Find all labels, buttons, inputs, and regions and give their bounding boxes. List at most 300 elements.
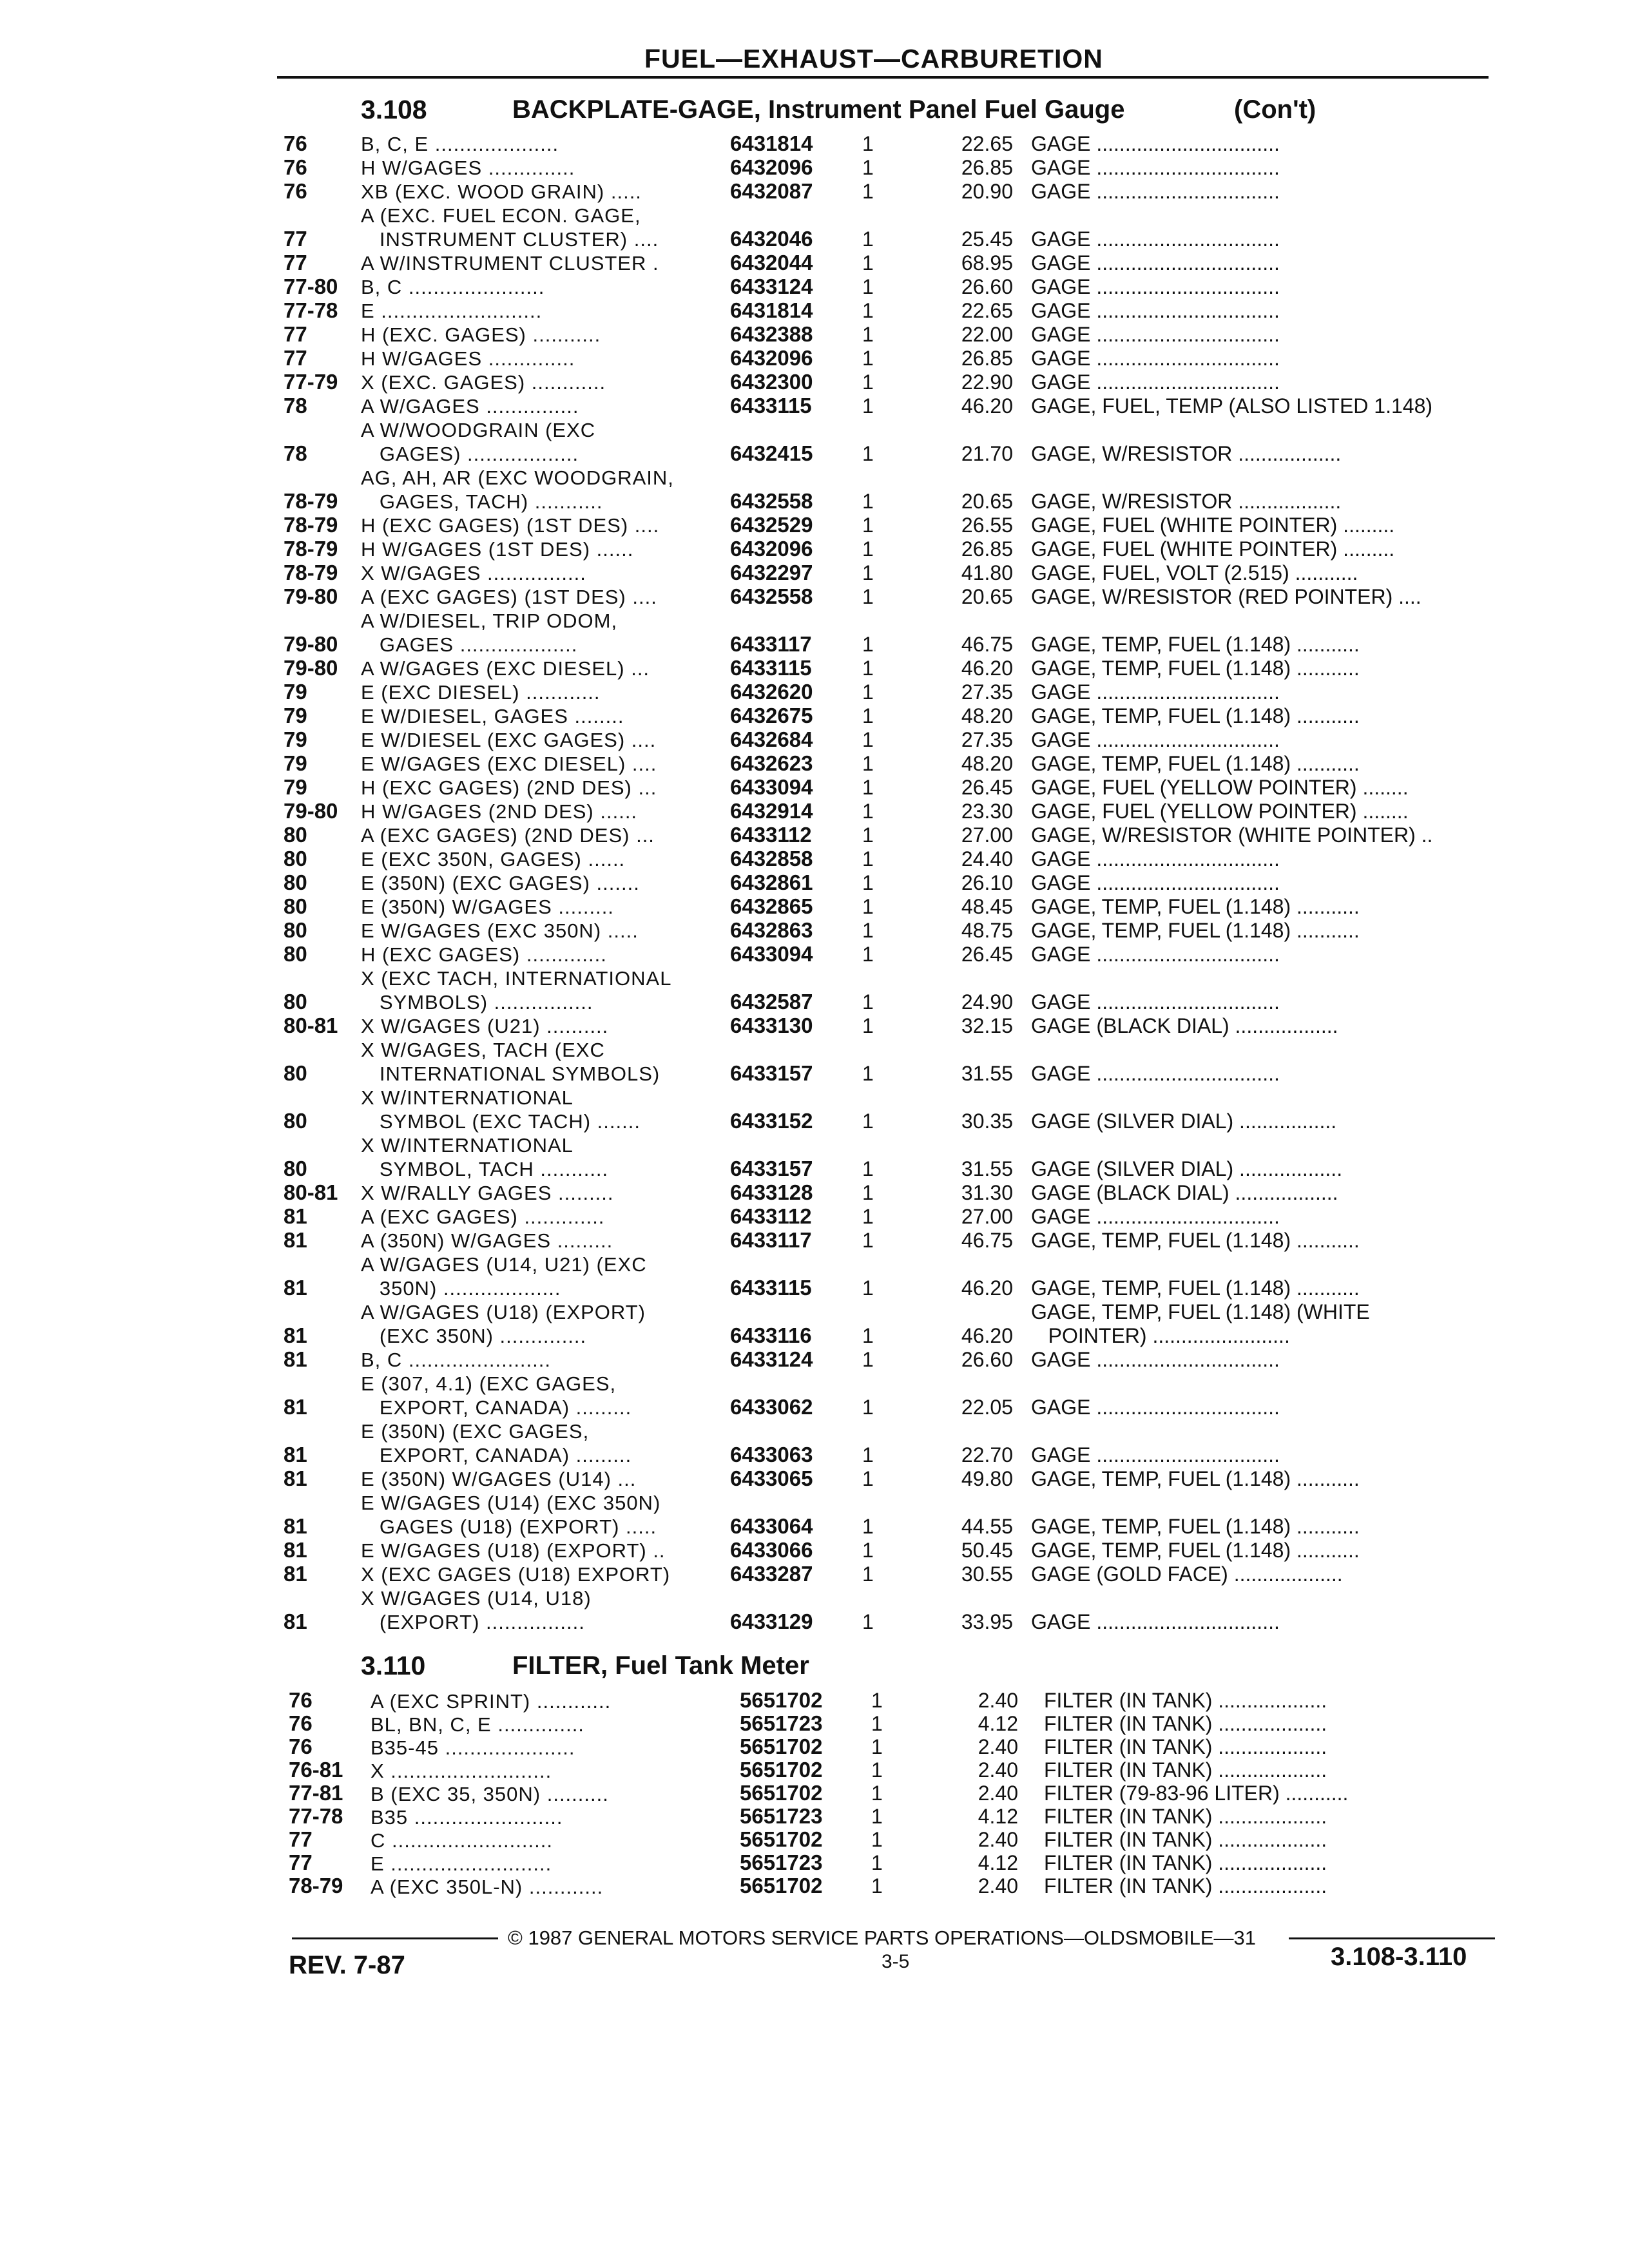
table-row (0, 847, 1629, 871)
model-year: 76 (284, 131, 307, 155)
part-description: GAGE, W/RESISTOR (RED POINTER) .... (1031, 585, 1422, 608)
part-description: GAGE ................................ (1031, 1348, 1280, 1371)
model-year: 81 (284, 1395, 307, 1419)
part-number: 6433124 (730, 274, 813, 298)
model-year: 77-79 (284, 370, 338, 394)
quantity: 1 (871, 1735, 883, 1758)
quantity: 1 (862, 299, 874, 322)
model-year: 81 (284, 1228, 307, 1252)
model-year: 80 (284, 918, 307, 942)
part-number: 6433128 (730, 1180, 813, 1204)
footer-rule-left (292, 1937, 498, 1939)
quantity: 1 (871, 1712, 883, 1735)
quantity: 1 (862, 1062, 874, 1085)
table-row (0, 418, 1629, 466)
price: 22.05 (961, 1396, 1013, 1419)
price: 4.12 (978, 1805, 1018, 1828)
table-row (0, 251, 1629, 275)
model-year: 77 (289, 1850, 313, 1874)
price: 49.80 (961, 1467, 1013, 1490)
quantity: 1 (862, 1229, 874, 1252)
table-row (0, 800, 1629, 823)
price: 23.30 (961, 800, 1013, 823)
part-number: 6433115 (730, 394, 812, 418)
model-application: A W/DIESEL, TRIP ODOM, GAGES ................... (361, 610, 618, 656)
model-year: 79-80 (284, 632, 338, 656)
price: 46.75 (961, 633, 1013, 656)
section-number: 3.108 (361, 95, 427, 124)
quantity: 1 (862, 800, 874, 823)
price: 31.55 (961, 1157, 1013, 1180)
part-number: 6431814 (730, 131, 813, 155)
model-year: 80 (284, 1061, 307, 1085)
part-description: FILTER (IN TANK) ................... (1044, 1712, 1327, 1735)
model-application: BL, BN, C, E .............. (371, 1713, 584, 1736)
part-number: 6432858 (730, 847, 813, 870)
quantity: 1 (862, 537, 874, 561)
price: 22.70 (961, 1443, 1013, 1466)
part-number: 6433115 (730, 1276, 812, 1300)
footer-page-number: 3-5 (882, 1951, 910, 1972)
model-application: A W/INSTRUMENT CLUSTER . (361, 252, 659, 274)
price: 25.45 (961, 227, 1013, 251)
table-row (0, 537, 1629, 561)
part-number: 6433094 (730, 942, 813, 966)
part-number: 6433063 (730, 1443, 813, 1466)
part-description: FILTER (IN TANK) ................... (1044, 1874, 1327, 1898)
table-row (0, 1229, 1629, 1253)
part-number: 6433066 (730, 1538, 813, 1562)
quantity: 1 (862, 347, 874, 370)
quantity: 1 (862, 394, 874, 418)
table-row (0, 156, 1629, 180)
model-year: 80 (284, 894, 307, 918)
quantity: 1 (862, 680, 874, 704)
price: 48.20 (961, 752, 1013, 775)
part-number: 6432914 (730, 799, 813, 823)
model-year: 79-80 (284, 799, 338, 823)
table-row (0, 1875, 1629, 1898)
part-description: GAGE ................................ (1031, 1610, 1280, 1633)
quantity: 1 (862, 156, 874, 179)
quantity: 1 (862, 585, 874, 608)
model-application: A W/GAGES (EXC DIESEL) ... (361, 657, 650, 680)
part-number: 6432684 (730, 727, 813, 751)
part-number: 6432415 (730, 441, 813, 465)
quantity: 1 (862, 251, 874, 274)
model-application: H W/GAGES .............. (361, 347, 575, 370)
model-application: B35-45 ..................... (371, 1736, 575, 1759)
model-year: 78-79 (284, 537, 338, 561)
model-application: X W/GAGES (U21) .......... (361, 1015, 609, 1037)
price: 41.80 (961, 561, 1013, 584)
quantity: 1 (871, 1758, 883, 1782)
price: 26.85 (961, 537, 1013, 561)
part-description: GAGE, TEMP, FUEL (1.148) (WHITE POINTER) ........................ (1031, 1300, 1370, 1347)
part-number: 6433287 (730, 1562, 813, 1586)
part-description: GAGE ................................ (1031, 1443, 1280, 1466)
part-description: GAGE, FUEL, VOLT (2.515) ........... (1031, 561, 1358, 584)
price: 26.60 (961, 275, 1013, 298)
model-year: 79-80 (284, 656, 338, 680)
part-description: GAGE, TEMP, FUEL (1.148) ........... (1031, 919, 1360, 942)
page-header: FUEL—EXHAUST—CARBURETION (644, 44, 1103, 73)
part-description: GAGE, FUEL (WHITE POINTER) ......... (1031, 514, 1395, 537)
price: 48.45 (961, 895, 1013, 918)
part-number: 6433112 (730, 1204, 812, 1228)
part-description: GAGE, FUEL (WHITE POINTER) ......... (1031, 537, 1395, 561)
quantity: 1 (862, 323, 874, 346)
table-row (0, 823, 1629, 847)
model-application: A (EXC GAGES) (2ND DES) ... (361, 824, 655, 847)
table-row (0, 561, 1629, 585)
model-application: A (350N) W/GAGES ......... (361, 1229, 613, 1252)
part-description: FILTER (IN TANK) ................... (1044, 1758, 1327, 1782)
model-application: B, C, E .................... (361, 133, 559, 155)
model-application: A W/GAGES (U14, U21) (EXC 350N) ................... (361, 1253, 647, 1300)
model-year: 76 (289, 1735, 313, 1758)
quantity: 1 (862, 490, 874, 513)
quantity: 1 (862, 275, 874, 298)
model-year: 81 (284, 1443, 307, 1466)
model-year: 78 (284, 394, 307, 418)
part-description: GAGE ................................ (1031, 251, 1280, 274)
quantity: 1 (862, 442, 874, 465)
quantity: 1 (862, 1515, 874, 1538)
table-row (0, 966, 1629, 1014)
model-application: X W/GAGES ................ (361, 562, 586, 584)
price: 31.30 (961, 1181, 1013, 1204)
part-description: GAGE, TEMP, FUEL (1.148) ........... (1031, 1539, 1360, 1562)
quantity: 1 (862, 871, 874, 894)
price: 26.85 (961, 347, 1013, 370)
part-number: 5651702 (740, 1781, 823, 1805)
price: 22.65 (961, 132, 1013, 155)
model-application: X W/GAGES, TACH (EXC INTERNATIONAL SYMBOLS) (361, 1039, 660, 1085)
quantity: 1 (862, 1443, 874, 1466)
part-number: 6433094 (730, 775, 813, 799)
model-application: H (EXC. GAGES) ........... (361, 323, 601, 346)
quantity: 1 (862, 919, 874, 942)
model-application: B, C ....................... (361, 1349, 551, 1371)
part-description: GAGE, W/RESISTOR (WHITE POINTER) .. (1031, 823, 1433, 847)
model-application: A (EXC GAGES) ............. (361, 1206, 605, 1228)
model-year: 80 (284, 942, 307, 966)
part-description: GAGE ................................ (1031, 680, 1280, 704)
model-application: A W/WOODGRAIN (EXC GAGES) .................. (361, 419, 596, 465)
model-year: 81 (284, 1514, 307, 1538)
model-application: H W/GAGES (1ST DES) ...... (361, 538, 634, 561)
table-row (0, 728, 1629, 752)
quantity: 1 (862, 990, 874, 1014)
model-year: 80 (284, 823, 307, 847)
model-application: A W/GAGES (U18) (EXPORT) (EXC 350N) .............. (361, 1301, 646, 1347)
part-description: GAGE (BLACK DIAL) .................. (1031, 1181, 1338, 1204)
table-row (0, 704, 1629, 728)
part-number: 6433130 (730, 1014, 813, 1037)
table-row (0, 132, 1629, 156)
model-application: E W/DIESEL, GAGES ........ (361, 705, 624, 727)
quantity: 1 (862, 776, 874, 799)
part-number: 6432046 (730, 227, 813, 251)
model-year: 80 (284, 870, 307, 894)
part-description: GAGE, TEMP, FUEL (1.148) ........... (1031, 657, 1360, 680)
model-year: 80-81 (284, 1180, 338, 1204)
part-description: GAGE ................................ (1031, 1396, 1280, 1419)
model-application: E (307, 4.1) (EXC GAGES, EXPORT, CANADA) ......... (361, 1372, 632, 1419)
table-row (0, 1467, 1629, 1491)
model-application: X (EXC TACH, INTERNATIONAL SYMBOLS) ................ (361, 967, 672, 1014)
price: 27.00 (961, 1205, 1013, 1228)
table-row (0, 1014, 1629, 1038)
part-number: 5651702 (740, 1874, 823, 1898)
price: 4.12 (978, 1712, 1018, 1735)
table-row (0, 1829, 1629, 1852)
part-number: 5651723 (740, 1850, 823, 1874)
price: 46.20 (961, 657, 1013, 680)
table-row (0, 1586, 1629, 1634)
model-application: A (EXC 350L-N) ............ (371, 1876, 604, 1898)
table-row (0, 1348, 1629, 1372)
price: 46.20 (961, 1324, 1013, 1347)
model-year: 77 (289, 1827, 313, 1851)
part-number: 6432044 (730, 251, 813, 274)
price: 46.20 (961, 1276, 1013, 1300)
price: 30.55 (961, 1562, 1013, 1586)
model-application: E (350N) (EXC GAGES) ....... (361, 872, 640, 894)
model-year: 78-79 (284, 489, 338, 513)
footer-revision: REV. 7-87 (289, 1951, 405, 1979)
section-title: BACKPLATE-GAGE, Instrument Panel Fuel Gauge (512, 95, 1125, 124)
model-year: 79 (284, 680, 307, 704)
part-description: GAGE ................................ (1031, 990, 1280, 1014)
part-description: GAGE, TEMP, FUEL (1.148) ........... (1031, 895, 1360, 918)
part-description: GAGE, FUEL, TEMP (ALSO LISTED 1.148) (1031, 394, 1433, 418)
part-description: GAGE, W/RESISTOR .................. (1031, 490, 1342, 513)
part-description: GAGE ................................ (1031, 299, 1280, 322)
price: 46.20 (961, 394, 1013, 418)
part-description: GAGE ................................ (1031, 347, 1280, 370)
quantity: 1 (862, 1205, 874, 1228)
table-row (0, 1562, 1629, 1586)
model-year: 80 (284, 1109, 307, 1133)
part-number: 6433124 (730, 1347, 813, 1371)
table-row (0, 204, 1629, 251)
price: 44.55 (961, 1515, 1013, 1538)
price: 4.12 (978, 1851, 1018, 1874)
price: 20.65 (961, 585, 1013, 608)
part-number: 6432587 (730, 990, 813, 1014)
quantity: 1 (862, 704, 874, 727)
part-number: 6432623 (730, 751, 813, 775)
model-year: 80 (284, 990, 307, 1014)
quantity: 1 (871, 1851, 883, 1874)
model-year: 81 (284, 1323, 307, 1347)
table-row (0, 1759, 1629, 1782)
part-description: GAGE, FUEL (YELLOW POINTER) ........ (1031, 800, 1409, 823)
model-year: 81 (284, 1610, 307, 1633)
price: 2.40 (978, 1758, 1018, 1782)
price: 22.65 (961, 299, 1013, 322)
part-description: FILTER (79-83-96 LITER) ........... (1044, 1782, 1349, 1805)
price: 26.45 (961, 776, 1013, 799)
part-description: GAGE, W/RESISTOR .................. (1031, 442, 1342, 465)
part-description: FILTER (IN TANK) ................... (1044, 1735, 1327, 1758)
table-row (0, 1181, 1629, 1205)
table-row (0, 657, 1629, 680)
model-year: 77-81 (289, 1781, 343, 1805)
table-row (0, 275, 1629, 299)
price: 26.10 (961, 871, 1013, 894)
footer-rule-right (1289, 1937, 1495, 1939)
table-row (0, 180, 1629, 204)
model-year: 79 (284, 704, 307, 727)
model-application: E W/GAGES (EXC DIESEL) .... (361, 753, 657, 775)
quantity: 1 (862, 728, 874, 751)
model-year: 76 (284, 179, 307, 203)
model-year: 80 (284, 1157, 307, 1180)
model-application: X W/GAGES (U14, U18) (EXPORT) ................ (361, 1587, 592, 1633)
model-year: 80-81 (284, 1014, 338, 1037)
footer-copyright: © 1987 GENERAL MOTORS SERVICE PARTS OPERATIONS—OLDSMOBILE—31 (508, 1927, 1257, 1949)
quantity: 1 (862, 752, 874, 775)
model-application: H (EXC GAGES) ............. (361, 943, 607, 966)
part-number: 5651702 (740, 1688, 823, 1712)
part-number: 6432675 (730, 704, 813, 727)
model-year: 76 (289, 1688, 313, 1712)
part-description: FILTER (IN TANK) ................... (1044, 1828, 1327, 1851)
table-row (0, 1133, 1629, 1181)
part-number: 6433157 (730, 1157, 813, 1180)
part-number: 6433065 (730, 1466, 813, 1490)
quantity: 1 (862, 1276, 874, 1300)
quantity: 1 (862, 227, 874, 251)
part-number: 6433062 (730, 1395, 813, 1419)
part-description: GAGE (BLACK DIAL) .................. (1031, 1014, 1338, 1037)
table-row (0, 394, 1629, 418)
quantity: 1 (862, 1324, 874, 1347)
part-description: GAGE ................................ (1031, 1205, 1280, 1228)
part-description: GAGE ................................ (1031, 227, 1280, 251)
part-number: 5651702 (740, 1827, 823, 1851)
table-row (0, 1205, 1629, 1229)
quantity: 1 (871, 1805, 883, 1828)
table-row (0, 1419, 1629, 1467)
part-description: GAGE, TEMP, FUEL (1.148) ........... (1031, 633, 1360, 656)
model-application: X (EXC GAGES (U18) EXPORT) (361, 1563, 671, 1586)
price: 26.85 (961, 156, 1013, 179)
model-application: B, C ...................... (361, 276, 545, 298)
price: 48.20 (961, 704, 1013, 727)
table-row (0, 1086, 1629, 1133)
table-row (0, 680, 1629, 704)
table-row (0, 1253, 1629, 1300)
part-number: 5651702 (740, 1735, 823, 1758)
table-row (0, 466, 1629, 514)
part-number: 6432861 (730, 870, 813, 894)
part-description: GAGE (SILVER DIAL) .................. (1031, 1157, 1343, 1180)
table-row (0, 895, 1629, 919)
model-application: B35 ........................ (371, 1806, 563, 1829)
quantity: 1 (862, 633, 874, 656)
model-application: E W/GAGES (U18) (EXPORT) .. (361, 1539, 666, 1562)
part-number: 6432297 (730, 561, 813, 584)
quantity: 1 (862, 847, 874, 870)
price: 24.40 (961, 847, 1013, 870)
part-description: FILTER (IN TANK) ................... (1044, 1689, 1327, 1712)
model-application: A W/GAGES ............... (361, 395, 579, 418)
table-row (0, 1713, 1629, 1736)
quantity: 1 (862, 1014, 874, 1037)
model-application: E (350N) (EXC GAGES, EXPORT, CANADA) ......... (361, 1420, 632, 1466)
quantity: 1 (862, 1110, 874, 1133)
part-description: GAGE, TEMP, FUEL (1.148) ........... (1031, 1276, 1360, 1300)
model-year: 77 (284, 227, 307, 251)
quantity: 1 (871, 1782, 883, 1805)
price: 24.90 (961, 990, 1013, 1014)
quantity: 1 (862, 1467, 874, 1490)
model-year: 81 (284, 1347, 307, 1371)
table-row (0, 1038, 1629, 1086)
part-number: 6432558 (730, 584, 813, 608)
quantity: 1 (862, 1181, 874, 1204)
table-row (0, 585, 1629, 609)
part-description: GAGE, TEMP, FUEL (1.148) ........... (1031, 1229, 1360, 1252)
part-number: 6432300 (730, 370, 813, 394)
table-row (0, 919, 1629, 943)
model-application: E (EXC DIESEL) ............ (361, 681, 601, 704)
model-application: X W/INTERNATIONAL SYMBOL (EXC TACH) ....... (361, 1086, 641, 1133)
quantity: 1 (862, 561, 874, 584)
price: 46.75 (961, 1229, 1013, 1252)
part-description: GAGE, FUEL (YELLOW POINTER) ........ (1031, 776, 1409, 799)
part-description: GAGE, TEMP, FUEL (1.148) ........... (1031, 752, 1360, 775)
part-description: GAGE, TEMP, FUEL (1.148) ........... (1031, 1467, 1360, 1490)
price: 27.00 (961, 823, 1013, 847)
part-description: FILTER (IN TANK) ................... (1044, 1805, 1327, 1828)
model-year: 77 (284, 251, 307, 274)
part-number: 5651723 (740, 1711, 823, 1735)
quantity: 1 (862, 657, 874, 680)
header-rule (277, 76, 1489, 79)
quantity: 1 (862, 895, 874, 918)
model-year: 81 (284, 1466, 307, 1490)
table-row (0, 347, 1629, 370)
quantity: 1 (862, 370, 874, 394)
model-application: B (EXC 35, 350N) .......... (371, 1783, 609, 1805)
model-year: 80 (284, 847, 307, 870)
model-application: E .......................... (361, 300, 543, 322)
model-application: A (EXC. FUEL ECON. GAGE, INSTRUMENT CLUSTER) .... (361, 204, 659, 251)
part-description: GAGE ................................ (1031, 370, 1280, 394)
price: 2.40 (978, 1874, 1018, 1898)
model-year: 81 (284, 1204, 307, 1228)
part-number: 6432096 (730, 155, 813, 179)
part-description: FILTER (IN TANK) ................... (1044, 1851, 1327, 1874)
part-description: GAGE ................................ (1031, 847, 1280, 870)
model-year: 77-78 (284, 298, 338, 322)
model-year: 78-79 (284, 561, 338, 584)
part-number: 5651723 (740, 1804, 823, 1828)
model-application: XB (EXC. WOOD GRAIN) ..... (361, 180, 642, 203)
section-number: 3.110 (361, 1651, 426, 1680)
table-row (0, 514, 1629, 537)
price: 22.90 (961, 370, 1013, 394)
part-number: 6432388 (730, 322, 813, 346)
model-application: C .......................... (371, 1829, 553, 1852)
model-year: 78-79 (284, 513, 338, 537)
price: 33.95 (961, 1610, 1013, 1633)
